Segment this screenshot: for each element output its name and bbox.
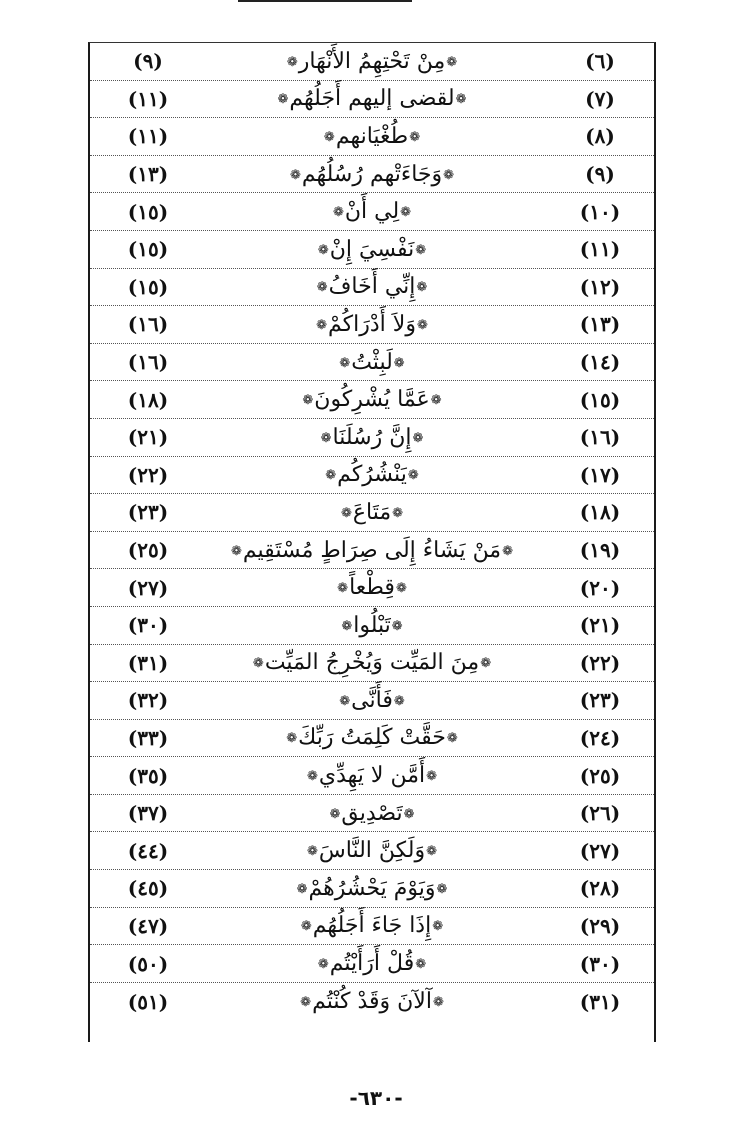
footnote-number: (١٣) (579, 312, 621, 337)
table-row (90, 870, 654, 908)
ornamental-bracket-open-icon: ❁ (480, 656, 492, 672)
footnote-number: (٢٧) (579, 838, 621, 863)
quran-word-cell (198, 757, 546, 794)
verse-reference: (١٦) (127, 312, 169, 337)
ornamental-bracket-open-icon: ❁ (436, 881, 448, 897)
quran-word-cell (198, 532, 546, 569)
quran-word-cell (198, 832, 546, 869)
footnote-number: (٣٠) (579, 951, 621, 976)
quran-word-cell (198, 118, 546, 155)
verse-reference: (٣٥) (127, 763, 169, 788)
ornamental-bracket-open-icon: ❁ (432, 995, 444, 1011)
ornamental-bracket-open-icon: ❁ (409, 129, 421, 145)
quran-word-cell (198, 156, 546, 193)
ornamental-bracket-open-icon: ❁ (446, 731, 458, 747)
ornamental-bracket-open-icon: ❁ (395, 581, 407, 597)
quran-word-cell (198, 457, 546, 494)
table-row (90, 457, 654, 495)
quran-word: مِنْ تَحْتِهِمُ الأَنْهَار (298, 48, 446, 74)
quran-word: إِنِّي أَخَافُ (328, 274, 416, 300)
verse-reference: (١٥) (127, 199, 169, 224)
ornamental-bracket-open-icon: ❁ (412, 430, 424, 446)
quran-word-cell (198, 494, 546, 531)
quran-word: تَبْلُوا (353, 612, 391, 638)
ornamental-bracket-open-icon: ❁ (443, 167, 455, 183)
footnote-number: (١٦) (579, 425, 621, 450)
ornamental-bracket-close-icon: ❁ (286, 54, 298, 70)
table-row (90, 645, 654, 683)
verse-reference: (٣٠) (127, 613, 169, 638)
footnote-number: (٢٣) (579, 688, 621, 713)
footnote-number: (١٩) (579, 538, 621, 563)
verse-reference: (٤٥) (127, 876, 169, 901)
ornamental-bracket-open-icon: ❁ (391, 618, 403, 634)
ornamental-bracket-close-icon: ❁ (316, 317, 328, 333)
ornamental-bracket-close-icon: ❁ (339, 693, 351, 709)
table-row (90, 569, 654, 607)
footnote-number: (٢٩) (579, 913, 621, 938)
quran-word: طُغْيَانهم (335, 123, 409, 149)
table-row (90, 757, 654, 795)
verse-reference: (٥٠) (127, 951, 169, 976)
table-row (90, 381, 654, 419)
quran-word: نَفْسِيَ إِنْ (329, 236, 415, 262)
verse-reference: (٣٧) (127, 801, 169, 826)
verse-reference: (٤٤) (127, 838, 169, 863)
ornamental-bracket-open-icon: ❁ (415, 242, 427, 258)
table-row (90, 193, 654, 231)
verse-reference: (١٨) (127, 387, 169, 412)
quran-word-cell (198, 870, 546, 907)
entries-table (88, 42, 656, 1042)
table-row (90, 231, 654, 269)
ornamental-bracket-open-icon: ❁ (393, 693, 405, 709)
verse-reference: (٩) (133, 49, 163, 74)
table-row (90, 118, 654, 156)
ornamental-bracket-close-icon: ❁ (300, 919, 312, 935)
quran-word: وَلاَ أَدْرَاكُمْ (328, 311, 416, 337)
ornamental-bracket-close-icon: ❁ (337, 581, 349, 597)
footnote-number: (١٧) (579, 462, 621, 487)
footnote-number: (١٤) (579, 350, 621, 375)
ornamental-bracket-open-icon: ❁ (416, 280, 428, 296)
quran-word-cell (198, 720, 546, 757)
table-row (90, 494, 654, 532)
table-row (90, 81, 654, 119)
quran-word: تَصْدِيق (341, 800, 403, 826)
ornamental-bracket-open-icon: ❁ (426, 844, 438, 860)
footnote-number: (١١) (579, 237, 621, 262)
footnote-number: (٢٦) (579, 801, 621, 826)
table-row (90, 156, 654, 194)
verse-reference: (٥١) (127, 989, 169, 1014)
verse-reference: (١١) (127, 124, 169, 149)
footnote-number: (١٢) (579, 274, 621, 299)
ornamental-bracket-open-icon: ❁ (392, 505, 404, 521)
quran-word: عَمَّا يُشْرِكُونَ (314, 387, 430, 413)
quran-word-cell (198, 607, 546, 644)
ornamental-bracket-close-icon: ❁ (323, 129, 335, 145)
quran-word: وَيَوْمَ يَحْشُرُهُمْ (308, 875, 436, 901)
verse-reference: (٣١) (127, 650, 169, 675)
quran-word: وَجَاءَتْهم رُسُلُهُم (301, 161, 443, 187)
table-row (90, 344, 654, 382)
footnote-number: (٣١) (579, 989, 621, 1014)
table-row (90, 908, 654, 946)
footnote-number: (٧) (585, 86, 615, 111)
ornamental-bracket-open-icon: ❁ (426, 769, 438, 785)
verse-reference: (٢١) (127, 425, 169, 450)
ornamental-bracket-close-icon: ❁ (329, 806, 341, 822)
table-row (90, 43, 654, 81)
ornamental-bracket-open-icon: ❁ (430, 393, 442, 409)
ornamental-bracket-open-icon: ❁ (455, 92, 467, 108)
quran-word: فَأَنَّى (351, 687, 393, 713)
quran-word-cell (198, 381, 546, 418)
verse-reference: (٢٣) (127, 500, 169, 525)
ornamental-bracket-close-icon: ❁ (332, 205, 344, 221)
footnote-number: (٩) (585, 162, 615, 187)
quran-word: آلآنَ وَقَدْ كُنْتُم (312, 989, 432, 1015)
verse-reference: (٢٧) (127, 575, 169, 600)
ornamental-bracket-open-icon: ❁ (393, 355, 405, 371)
ornamental-bracket-close-icon: ❁ (300, 995, 312, 1011)
table-row (90, 832, 654, 870)
quran-word: لَبِثْتُ (351, 349, 393, 375)
ornamental-bracket-open-icon: ❁ (416, 317, 428, 333)
quran-word-cell (198, 344, 546, 381)
ornamental-bracket-close-icon: ❁ (317, 957, 329, 973)
quran-word: يَنْشُرُكُم (337, 462, 407, 488)
table-row (90, 682, 654, 720)
table-row (90, 795, 654, 833)
quran-word: مَنْ يَشَاءُ إِلَى صِرَاطٍ مُسْتَقِيم (242, 537, 502, 563)
table-row (90, 419, 654, 457)
table-row (90, 945, 654, 983)
quran-word-cell (198, 231, 546, 268)
table-row (90, 607, 654, 645)
table-row (90, 532, 654, 570)
ornamental-bracket-close-icon: ❁ (316, 280, 328, 296)
quran-word-cell (198, 983, 546, 1021)
ornamental-bracket-close-icon: ❁ (341, 618, 353, 634)
ornamental-bracket-close-icon: ❁ (325, 468, 337, 484)
quran-word-cell (198, 269, 546, 306)
verse-reference: (١٣) (127, 162, 169, 187)
ornamental-bracket-close-icon: ❁ (320, 430, 332, 446)
quran-word-cell (198, 569, 546, 606)
quran-word-cell (198, 419, 546, 456)
quran-word-cell (198, 306, 546, 343)
ornamental-bracket-open-icon: ❁ (403, 806, 415, 822)
quran-word: إِذَا جَاءَ أَجَلُهُم (312, 913, 432, 939)
table-row (90, 983, 654, 1021)
verse-reference: (٤٧) (127, 913, 169, 938)
footnote-number: (١٠) (579, 199, 621, 224)
quran-word: حَقَّتْ كَلِمَتُ رَبِّكَ (298, 725, 446, 751)
footnote-number: (١٨) (579, 500, 621, 525)
ornamental-bracket-open-icon: ❁ (432, 919, 444, 935)
quran-word-cell (198, 795, 546, 832)
ornamental-bracket-close-icon: ❁ (231, 543, 242, 559)
quran-word: قِطْعاً (349, 575, 395, 601)
verse-reference: (٣٣) (127, 725, 169, 750)
ornamental-bracket-close-icon: ❁ (340, 505, 352, 521)
ornamental-bracket-close-icon: ❁ (302, 393, 314, 409)
quran-word: مِنَ المَيِّت وَيُخْرِجُ المَيِّت (264, 650, 480, 676)
footnote-number: (٢٥) (579, 763, 621, 788)
quran-word-cell (198, 81, 546, 118)
ornamental-bracket-close-icon: ❁ (286, 731, 298, 747)
verse-reference: (٢٢) (127, 462, 169, 487)
quran-word: أَمَّن لا يَهِدِّي (318, 763, 426, 789)
ornamental-bracket-open-icon: ❁ (415, 957, 427, 973)
quran-word-cell (198, 193, 546, 230)
quran-word: قُلْ أَرَأَيْتُم (329, 951, 415, 977)
quran-word: وَلَكِنَّ النَّاسَ (318, 838, 426, 864)
ornamental-bracket-open-icon: ❁ (446, 54, 458, 70)
table-row (90, 720, 654, 758)
quran-word: مَتَاعَ (352, 499, 392, 525)
page-number: -٦٣٠- (349, 1086, 403, 1110)
verse-reference: (١٥) (127, 274, 169, 299)
quran-word-cell (198, 682, 546, 719)
ornamental-bracket-close-icon: ❁ (289, 167, 301, 183)
footnote-number: (٨) (585, 124, 615, 149)
ornamental-bracket-open-icon: ❁ (407, 468, 419, 484)
table-row (90, 269, 654, 307)
quran-word-cell (198, 908, 546, 945)
footnote-number: (٢٢) (579, 650, 621, 675)
quran-word-cell (198, 945, 546, 982)
footnote-number: (٢١) (579, 613, 621, 638)
ornamental-bracket-open-icon: ❁ (400, 205, 412, 221)
verse-reference: (١١) (127, 86, 169, 111)
ornamental-bracket-close-icon: ❁ (317, 242, 329, 258)
footnote-number: (٢٤) (579, 725, 621, 750)
footnote-number: (٢٨) (579, 876, 621, 901)
ornamental-bracket-close-icon: ❁ (306, 769, 318, 785)
table-row (90, 306, 654, 344)
verse-reference: (٣٢) (127, 688, 169, 713)
verse-reference: (٢٥) (127, 538, 169, 563)
quran-word: لِي أَنْ (344, 199, 400, 225)
top-rule (238, 0, 412, 2)
verse-reference: (١٥) (127, 237, 169, 262)
footnote-number: (١٥) (579, 387, 621, 412)
quran-word: لقضى إليهم أَجَلُهُم (289, 86, 455, 112)
ornamental-bracket-close-icon: ❁ (277, 92, 289, 108)
quran-word-cell (198, 645, 546, 682)
verse-reference: (١٦) (127, 350, 169, 375)
footnote-number: (٢٠) (579, 575, 621, 600)
ornamental-bracket-close-icon: ❁ (306, 844, 318, 860)
footnote-number: (٦) (585, 49, 615, 74)
ornamental-bracket-close-icon: ❁ (296, 881, 308, 897)
quran-word-cell (198, 43, 546, 80)
ornamental-bracket-open-icon: ❁ (502, 543, 514, 559)
quran-word: إِنَّ رُسُلَنَا (332, 424, 412, 450)
ornamental-bracket-close-icon: ❁ (252, 656, 264, 672)
ornamental-bracket-close-icon: ❁ (339, 355, 351, 371)
